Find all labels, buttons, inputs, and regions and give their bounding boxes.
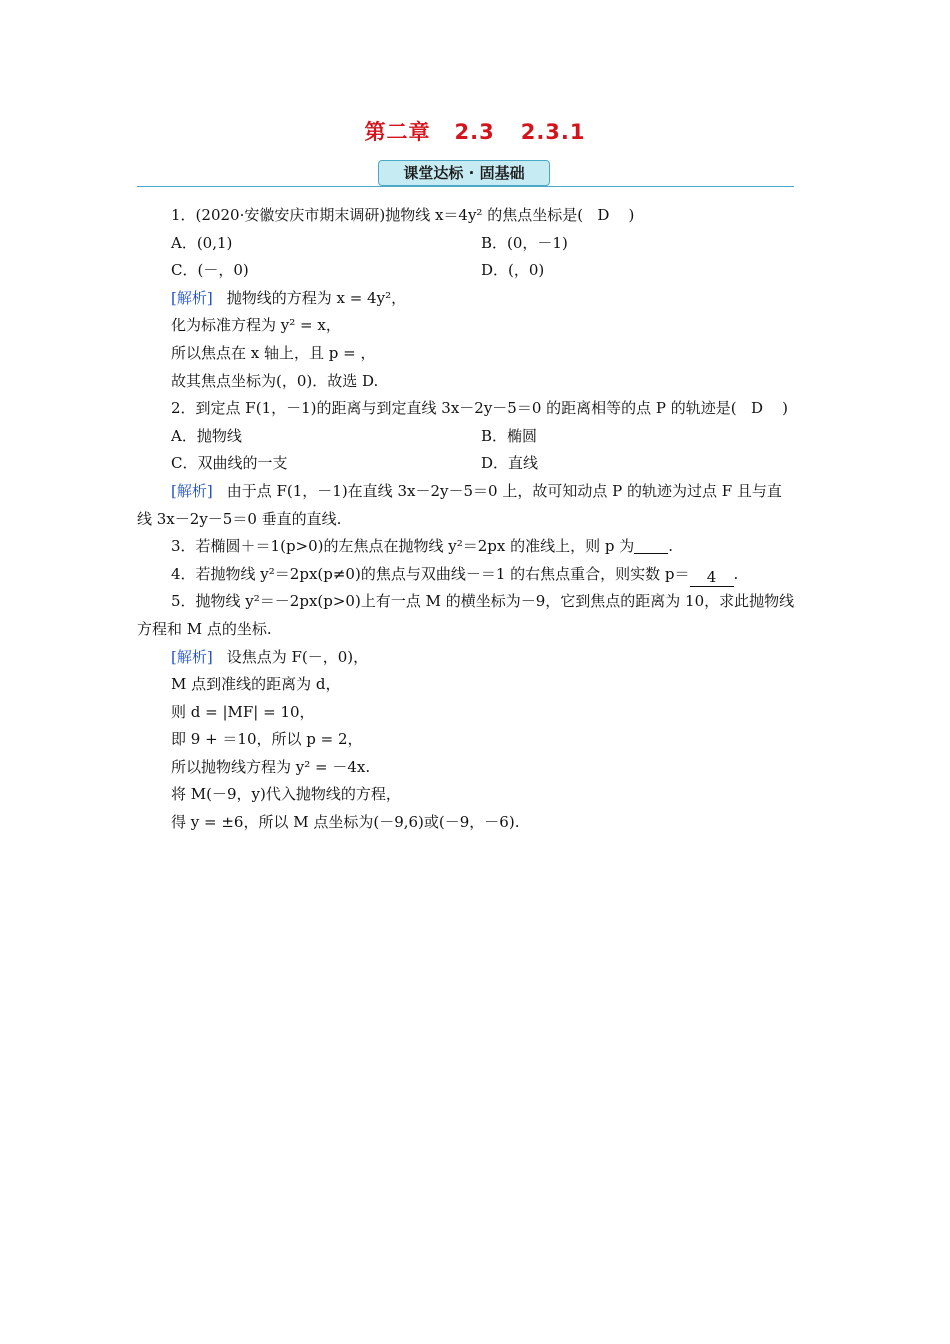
question-2-stem: 2．到定点 F(1，－1)的距离与到定直线 3x－2y－5＝0 的距离相等的点 P 的轨迹是( D ) (137, 395, 817, 423)
question-4-stem: 4．若抛物线 y²＝2px(p≠0)的焦点与双曲线－＝1 的右焦点重合，则实数 p＝ 4 . (171, 564, 739, 586)
analysis-line: [解析] 设焦点为 F(－，0)， (171, 647, 369, 666)
section-number: 2.3 (454, 120, 495, 144)
question-2-answer: D (750, 399, 763, 418)
analysis-line: 化为标准方程为 y² = x， (171, 316, 341, 335)
page-title (0, 116, 950, 146)
option-d: D．(，0) (481, 261, 545, 280)
question-4-answer-blank: 4 (690, 568, 734, 587)
analysis-line: [解析] 由于点 F(1，－1)在直线 3x－2y－5＝0 上，故可知动点 P 的轨迹为过点 F 且与直 (171, 481, 782, 500)
analysis-line: 所以抛物线方程为 y² = －4x. (171, 757, 371, 776)
worksheet-content (137, 202, 817, 837)
question-1-options-cd (137, 257, 817, 285)
option-c: C．双曲线的一支 (171, 454, 288, 473)
question-1-stem: 1．(2020·安徽安庆市期末调研)抛物线 x＝4y² 的焦点坐标是( D ) (137, 202, 817, 230)
question-2-options-ab (137, 423, 817, 451)
option-a: A．(0,1) (171, 233, 233, 252)
analysis-line: 将 M(－9，y)代入抛物线的方程， (171, 785, 401, 804)
analysis-line: 即 9 + ＝10，所以 p = 2， (171, 730, 363, 749)
section-badge: 课堂达标 · 固基础 (378, 160, 550, 186)
option-b: B．(0，－1) (481, 233, 568, 252)
option-b: B．椭圆 (481, 426, 538, 445)
chapter-title: 第二章 (364, 120, 431, 144)
analysis-label: [解析] (171, 647, 213, 666)
analysis-line: M 点到准线的距离为 d， (171, 675, 341, 694)
option-d: D．直线 (481, 454, 539, 473)
analysis-line: 线 3x－2y－5＝0 垂直的直线. (137, 509, 342, 528)
question-5-stem-cont: 方程和 M 点的坐标. (137, 619, 272, 638)
analysis-line: [解析] 抛物线的方程为 x = 4y²， (171, 288, 407, 307)
analysis-line: 所以焦点在 x 轴上，且 p = ， (171, 343, 376, 362)
question-3-stem: 3．若椭圆＋＝1(p>0)的左焦点在抛物线 y²＝2px 的准线上，则 p 为 . (171, 537, 674, 556)
question-3-answer-blank (634, 535, 668, 554)
question-1-options-ab (137, 230, 817, 258)
header-divider (137, 186, 794, 187)
question-2-options-cd (137, 450, 817, 478)
option-c: C．(－，0) (171, 261, 249, 280)
analysis-label: [解析] (171, 288, 213, 307)
analysis-line: 得 y = ±6，所以 M 点坐标为(－9,6)或(－9，－6). (171, 813, 520, 832)
question-1-answer: D (597, 206, 610, 224)
analysis-line: 故其焦点坐标为(，0)．故选 D. (171, 371, 379, 390)
subsection-number: 2.3.1 (520, 120, 586, 144)
option-a: A．抛物线 (171, 426, 242, 445)
analysis-line: 则 d = |MF| = 10， (171, 702, 315, 721)
question-5-stem: 5．抛物线 y²＝－2px(p>0)上有一点 M 的横坐标为－9，它到焦点的距离为 10，求此抛物线 (171, 592, 795, 611)
analysis-label: [解析] (171, 481, 213, 500)
